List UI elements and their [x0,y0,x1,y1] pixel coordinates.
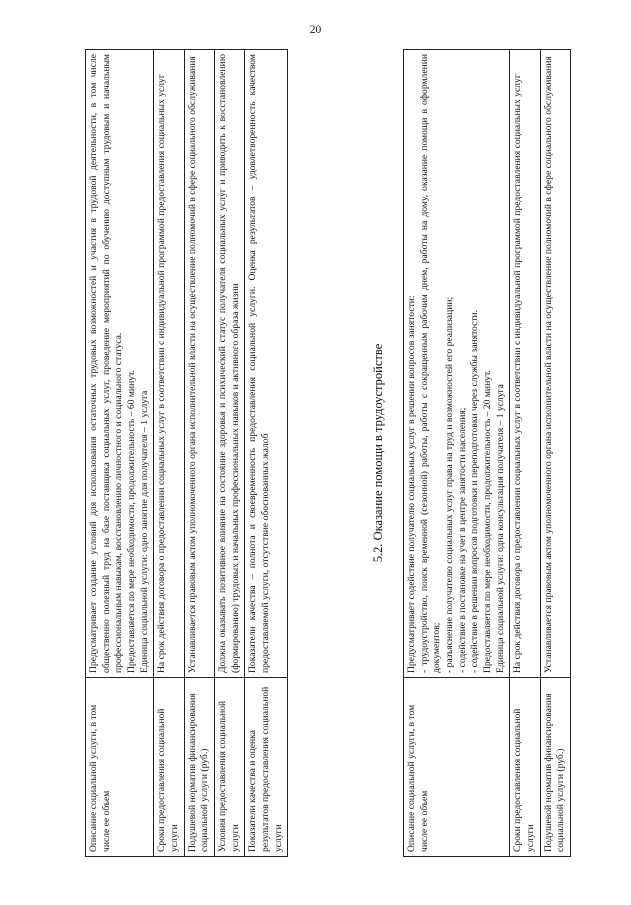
row-label: Условия предоставления социальной услуги [214,677,244,856]
value-line: На срок действия договора о предоставлении социальных услуг в соответствии с индивидуальной программой предоставления социальных услуг [155,73,167,673]
value-line: Единица социальной услуги: одно занятие для получателя – 1 услуга [138,390,150,673]
row-label: Показатели качества и оценка результатов предоставления социальной услуги [244,677,287,856]
value-line: Устанавливается правовым актом уполномоченного органа исполнительной власти на осуществление полномочий в сфере социального обслуживания [186,55,198,673]
rotated-page-content [71,43,566,863]
table-row-terms [153,49,183,856]
social-service-table-5-1 [85,49,288,857]
row-label: Подушевой норматив финансирования социальной услуги (руб.) [184,677,214,856]
table-row-funding-norm [184,49,214,856]
row-value [540,49,570,677]
row-value [244,49,287,677]
row-value [85,49,153,677]
table-row-description [403,49,509,856]
value-line: Предусматривает содействие получателю социальных услуг в решении вопросов занятости: [405,294,417,673]
row-label: Подушевой норматив финансирования социальной услуги (руб.) [540,677,570,856]
value-line: Показатели качества – полнота и своевременность предоставления социальной услуги. Оценка результатов – удовлетворенность качеством предоставляемой услуги, отсутствие обоснованных жалоб [246,53,271,673]
row-value [184,49,214,677]
value-line: Должна оказывать позитивное влияние на состояние здоровья и психический статус получателя социальных услуг и приводить к восстановлению (формированию) трудовых и начальных профессиональных навыков и активного образа жизни [216,53,241,673]
row-value [509,49,539,677]
table-row-conditions [214,49,244,856]
value-line: Предоставляется по мере необходимости, продолжительность – 60 минут. [125,369,137,673]
row-label: Описание социальной услуги, в том числе ее объем [85,677,153,856]
row-value [214,49,244,677]
row-value [153,49,183,677]
value-line: - разъяснение получателю социальных услуг права на труд и возможностей его реализации; [443,296,455,673]
social-service-table-5-2 [403,49,571,857]
value-line: Предусматривает создание условий для использования остаточных трудовых возможностей и участия в трудовой деятельности, в том числе общественно полезный труд на базе поставщика социальных услуг, проведение мероприятий по обучению доступным трудовым и начальным профессиональным навыкам, восстановлению личностного и социального статуса. [87,53,124,673]
row-label: Сроки предоставления социальной услуги [153,677,183,856]
table-row-funding-norm [540,49,570,856]
value-line: - содействие в решении вопросов подготовки и переподготовки через службы занятости. [468,309,480,673]
value-line: - содействие в постановке на учет в центре занятости населения; [456,407,468,673]
row-label: Описание социальной услуги, в том числе ее объем [403,677,509,856]
table-row-quality-indicators [244,49,287,856]
value-line: На срок действия договора о предоставлении социальных услуг в соответствии с индивидуальной программой предоставления социальных услуг [511,73,523,673]
row-value [403,49,509,677]
section-heading: 5.2. Оказание помощи в трудоустройстве [370,343,385,562]
value-line: Предоставляется по мере необходимости, продолжительность – 20 минут. [481,369,493,673]
page-number: 20 [309,24,322,36]
row-label: Сроки предоставления социальной услуги [509,677,539,856]
value-line: Устанавливается правовым актом уполномоченного органа исполнительной власти на осуществление полномочий в сфере социального обслуживания [542,55,554,673]
table-row-terms [509,49,539,856]
value-line: - трудоустройство, поиск временной (сезонной) работы, работы с сокращенным рабочим днем, работы на дому, оказание помощи в оформлении документов; [418,53,442,673]
value-line: Единица социальной услуги: одна консультация получателя – 1 услуга [494,383,506,673]
table-row-description [85,49,153,856]
